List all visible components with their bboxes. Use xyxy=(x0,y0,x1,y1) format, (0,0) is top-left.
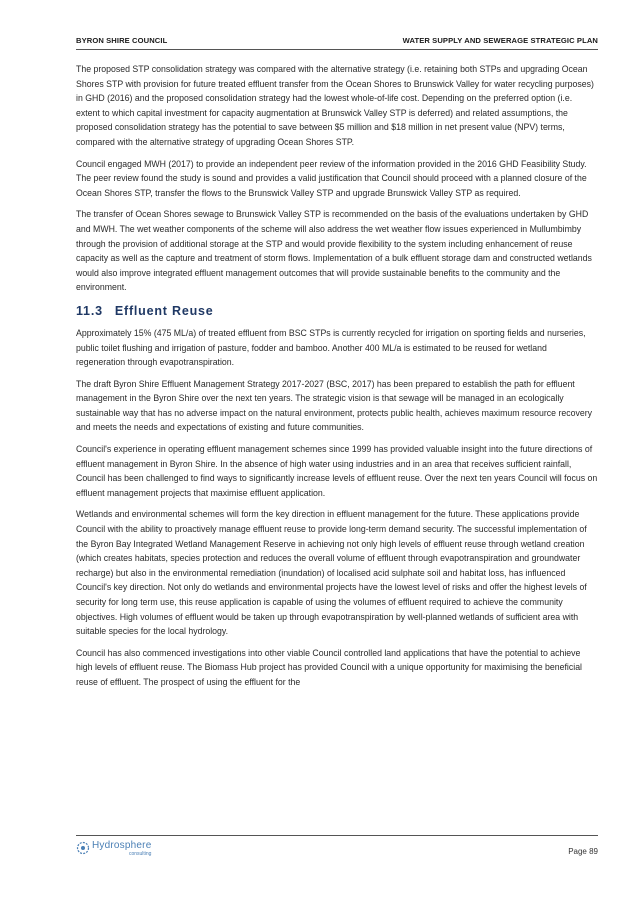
logo-name: Hydrosphere xyxy=(92,840,152,851)
hydrosphere-logo-icon xyxy=(76,841,90,855)
paragraph-wetlands: Wetlands and environmental schemes will form the key direction in effluent management for the future. These applications provide Council with the ability to proactively manage effluent reuse to provide long-term demand security. The successful implementation of the Byron Bay Integrated Wetland Management Reserve in achieving not only high levels of effluent reuse through wetland creation (which creates habitats, species protection and reduces the overall volume of effluent through evapotranspiration and groundwater recharge) but also in the environmental remediation (inundation) of localised acid sulphate soil and habitat loss, has influenced Council's key direction. Not only do wetlands and environmental projects have the lowest level of risks and offer the highest levels of security for long term use, this reuse application is capable of using the volumes of effluent required to achieve the community objectives. High volumes of effluent would be taken up through evapotranspiration by well-planned wetlands of sufficient area with suitable species for the local hydrology. xyxy=(76,509,587,637)
paragraph-biomass-hub: Council has also commenced investigations into other viable Council controlled land applications that have the potential to achieve high levels of effluent reuse. The Biomass Hub project has provided Council with a unique opportunity for maximising the beneficial reuse of effluent. The prospect of using the effluent for the xyxy=(76,647,583,687)
page-footer xyxy=(76,835,598,857)
page-number: Page 89 xyxy=(568,847,598,856)
paragraph-reuse-volumes: Approximately 15% (475 ML/a) of treated effluent from BSC STPs is currently recycled for irrigation on sporting fields and nurseries, public toilet flushing and irrigation of pasture, fodder and bamboo. Another 400 ML/a is estimated to be reused for wetland regeneration through evapotranspiration. xyxy=(76,327,586,368)
paragraph-management-strategy: The draft Byron Shire Effluent Management Strategy 2017-2027 (BSC, 2017) has been prepared to establish the path for effluent management in the Byron Shire over the next ten years. The strategic vision is that sewage will be managed in an ecologically sustainable way that has no adverse impact on the natural environment, protects public health, achieves maximum resource recovery and meets the needs and expectations of existing and future communities. xyxy=(76,378,593,433)
page-content xyxy=(76,62,598,697)
paragraph-peer-review: Council engaged MWH (2017) to provide an independent peer review of the information provided in the 2016 GHD Feasibility Study. The peer review found the study is sound and provides a valid justification that Council should proceed with a planned closure of the Ocean Shores STP, transfer the flows to the Brunswick Valley STP and upgrade Brunswick Valley STP as required. xyxy=(76,158,587,198)
paragraph-consolidation-comparison: The proposed STP consolidation strategy was compared with the alternative strategy (i.e. retaining both STPs and upgrading Ocean Shores STP with provision for future treated effluent transfer from the Ocean Shores to Brunswick Valley for water recycling purposes) in GHD (2016) and the proposed consolidation strategy had the lowest whole-of-life cost. Depending on the preferred option (i.e. extent to which capital investment for capacity augmentation at Brunswick Valley STP is deferred) and related assumptions, the proposed consolidation strategy has the potential to save between $5 million and $18 million in net present value (NPV) terms, compared with the alternative strategy of upgrading Ocean Shores STP. xyxy=(76,64,594,147)
paragraph-council-experience: Council's experience in operating effluent management schemes since 1999 has provided valuable insight into the future directions of effluent management in Byron Shire. In the absence of high water using industries and in an area that receives sufficient rainfall, Council has been challenged to find ways to significantly increase levels of effluent reuse. Over the next ten years Council will focus on effluent management projects that maximise effluent application. xyxy=(76,444,598,498)
logo-subtitle: consulting xyxy=(128,851,152,857)
section-title: Effluent Reuse xyxy=(114,303,214,318)
section-number: 11.3 xyxy=(76,303,103,318)
section-heading xyxy=(76,302,598,320)
header-document-title: WATER SUPPLY AND SEWERAGE STRATEGIC PLAN xyxy=(402,36,598,45)
hydrosphere-logo xyxy=(76,841,151,857)
page-header xyxy=(76,36,598,50)
header-organization: BYRON SHIRE COUNCIL xyxy=(76,36,168,45)
paragraph-transfer-recommendation: The transfer of Ocean Shores sewage to Brunswick Valley STP is recommended on the basis of the evaluations undertaken by GHD and MWH. The wet weather components of the scheme will also address the wet weather flow issues experienced in Mullumbimby through the provision of additional storage at the STP and would provide flexibility to the system including enhancement of reuse capacity as well as the capture and treatment of storm flows. Implementation of a bulk effluent storage dam and constructed wetlands would also improve integrated effluent management outcomes that will provide sustainable benefits to the community and the environment. xyxy=(76,209,592,293)
